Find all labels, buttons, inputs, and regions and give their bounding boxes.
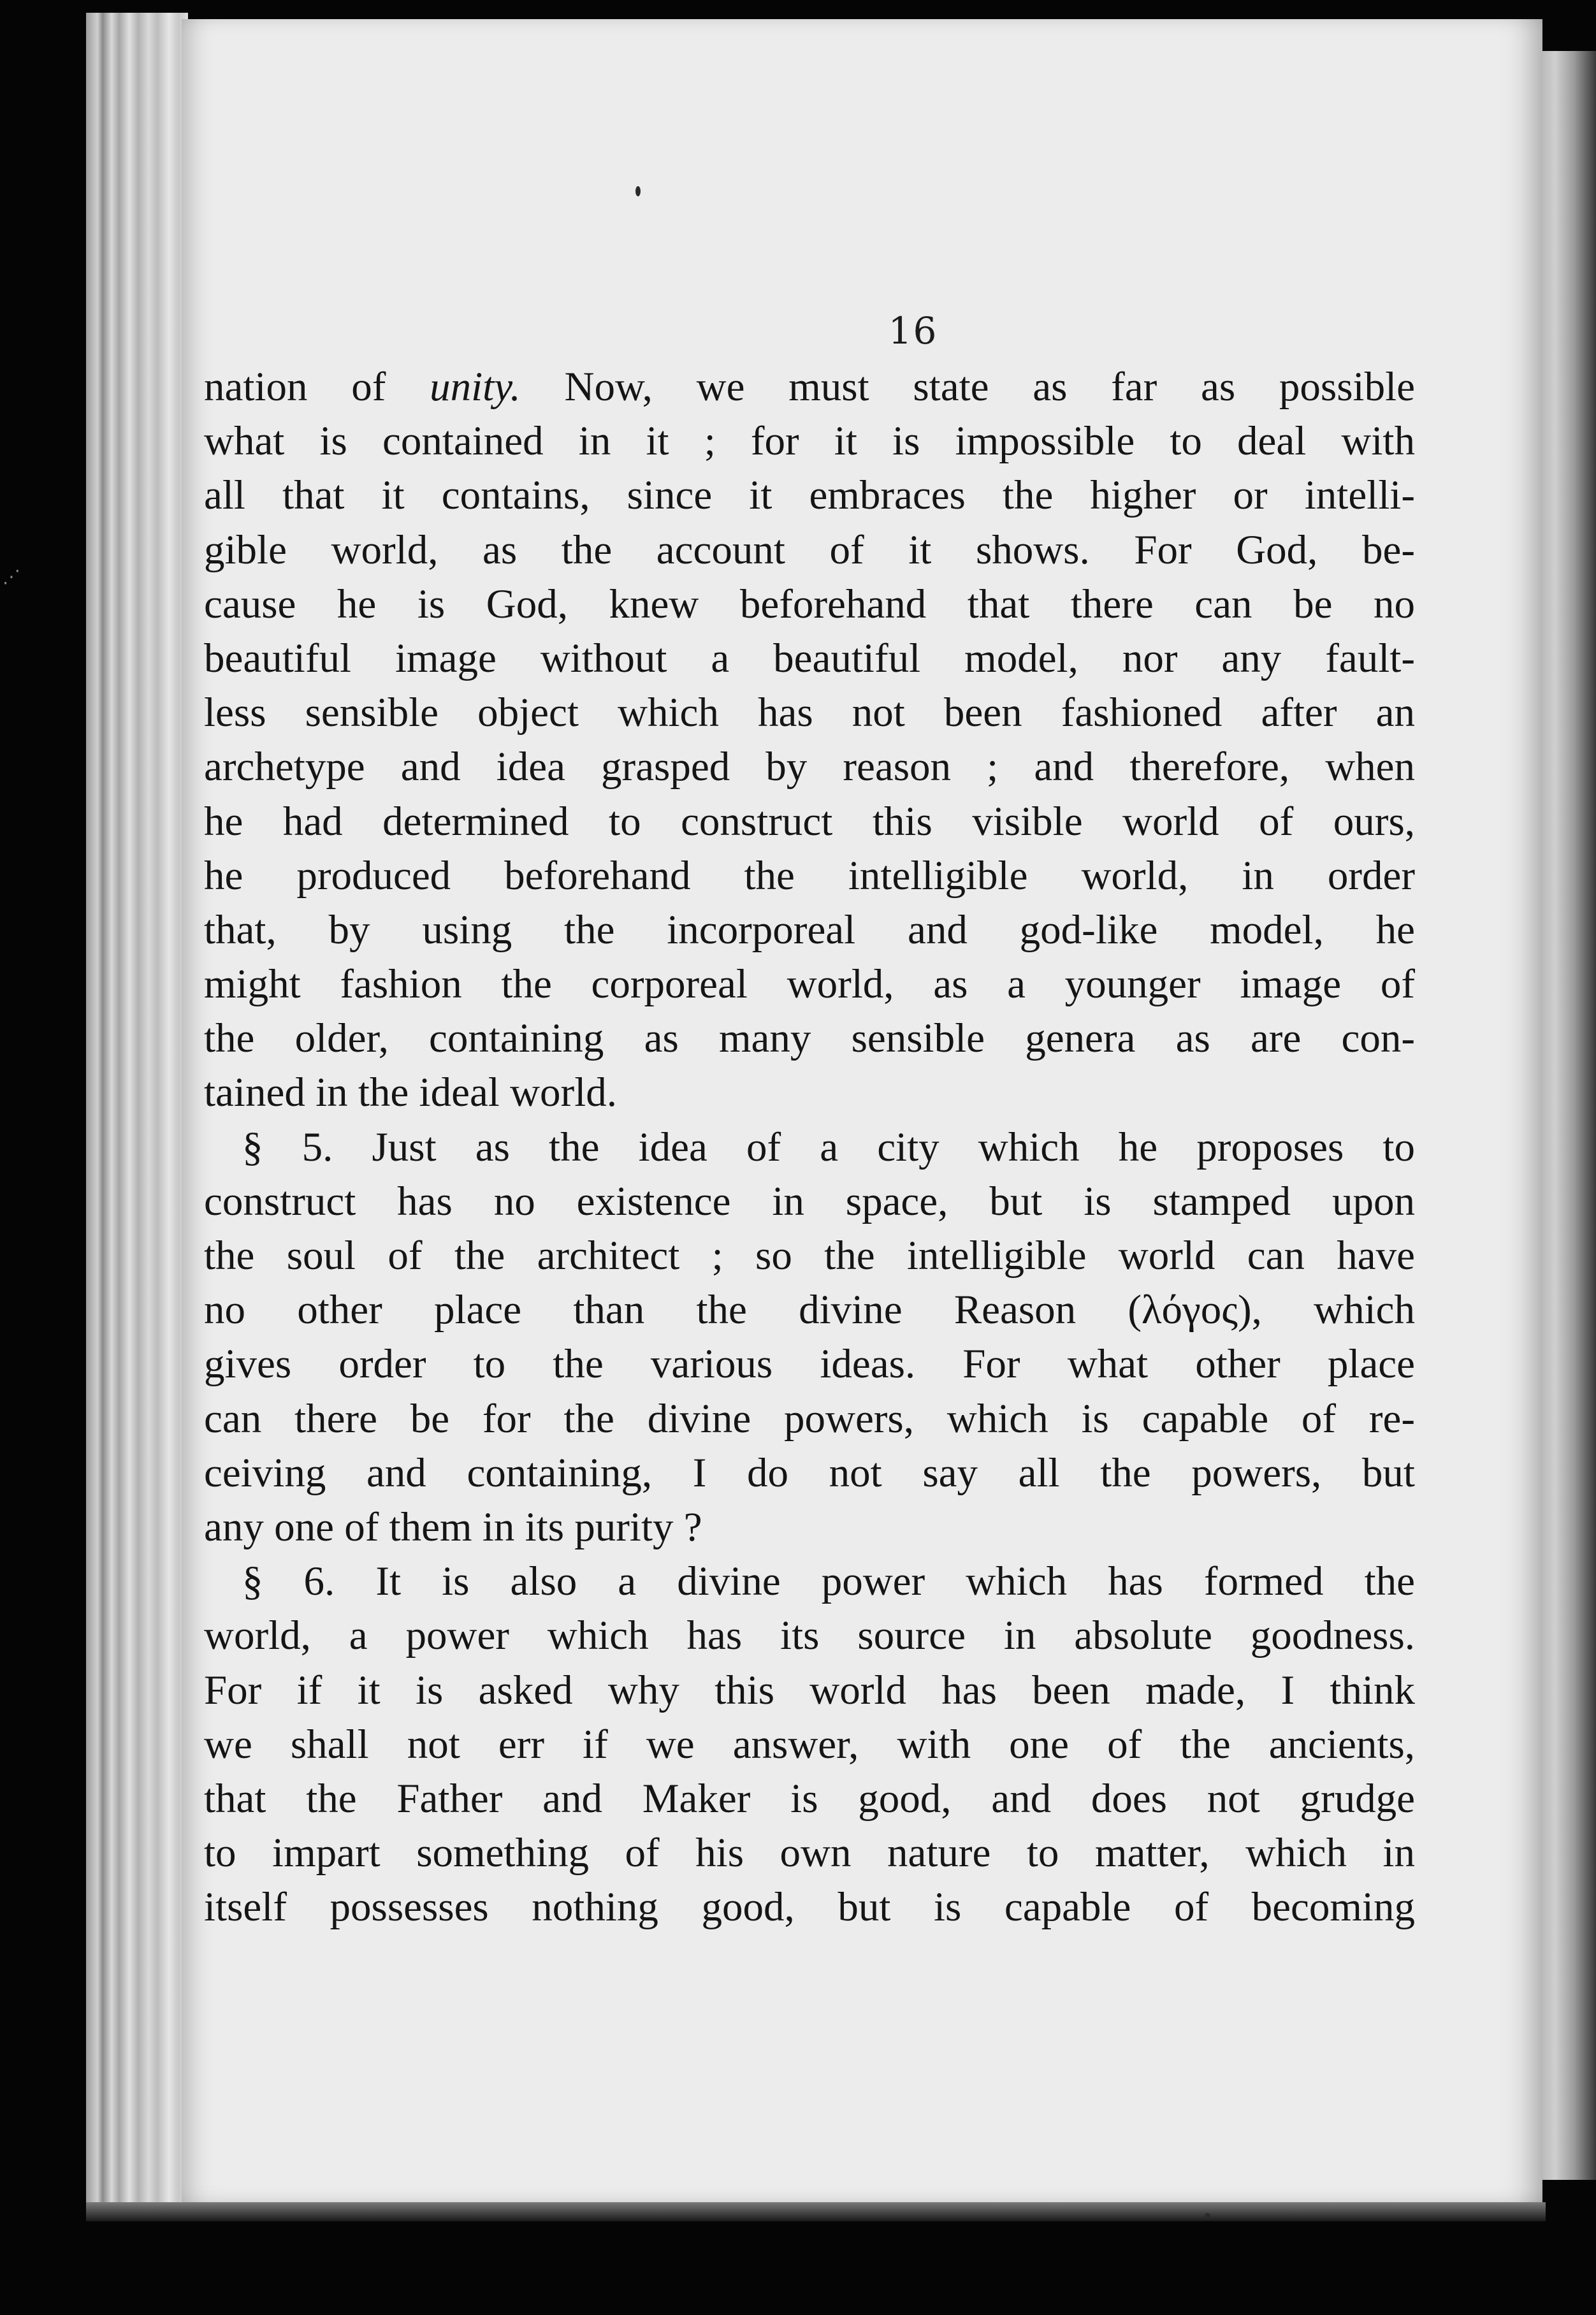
scan-speck: ⋰	[3, 566, 20, 587]
page-edges-left	[86, 13, 188, 2205]
text-line: itself possesses nothing good, but is capable of becoming	[204, 1884, 1415, 1931]
text-line: he produced beforehand the intelligible world, in order	[204, 852, 1415, 899]
text-line: any one of them in its purity ?	[204, 1504, 702, 1550]
section-6-start: § 6. It is also a divine power which has formed the	[242, 1558, 1415, 1605]
text-line: gible world, as the account of it shows. For God, be-	[204, 526, 1415, 573]
text-line: that the Father and Maker is good, and does not grudge	[204, 1775, 1415, 1822]
text-line: cause he is God, knew beforehand that there can be no	[204, 581, 1415, 627]
text-line: For if it is asked why this world has been made, I think	[204, 1667, 1415, 1713]
text-line: the soul of the architect ; so the intelligible world can have	[204, 1233, 1415, 1279]
text-line: tained in the ideal world.	[204, 1070, 618, 1116]
text-line: that, by using the incorporeal and god-like model, he	[204, 906, 1415, 953]
page-body-text	[204, 360, 1415, 1934]
text-line: he had determined to construct this visible world of ours,	[204, 798, 1415, 845]
text-line: can there be for the divine powers, which is capable of re-	[204, 1395, 1415, 1442]
text-line: beautiful image without a beautiful model, nor any fault-	[204, 635, 1415, 681]
text-line: all that it contains, since it embraces the higher or intelli-	[204, 472, 1415, 519]
page-edge-bottom	[86, 2202, 1546, 2221]
text-line: archetype and idea grasped by reason ; and therefore, when	[204, 744, 1415, 790]
text-line: ceiving and containing, I do not say all the powers, but	[204, 1449, 1415, 1496]
text-line: world, a power which has its source in absolute goodness.	[204, 1613, 1415, 1659]
text-line: might fashion the corporeal world, as a younger image of	[204, 961, 1415, 1008]
section-5-start: § 5. Just as the idea of a city which he proposes to	[242, 1124, 1415, 1170]
text-line: to impart something of his own nature to matter, which in	[204, 1830, 1415, 1876]
ink-speck	[635, 186, 641, 196]
text-line: gives order to the various ideas. For what other place	[204, 1341, 1415, 1388]
text-line: no other place than the divine Reason (λόγος), which	[204, 1287, 1415, 1333]
text-line: we shall not err if we answer, with one of the ancients,	[204, 1721, 1415, 1767]
text-line: less sensible object which has not been fashioned after an	[204, 690, 1415, 736]
text-line: nation of unity. Now, we must state as far as possible	[204, 364, 1415, 410]
text-line: the older, containing as many sensible genera as are con-	[204, 1015, 1415, 1062]
page-number: 16	[888, 309, 938, 352]
italic-word: unity.	[430, 364, 521, 410]
ink-speck	[1205, 2213, 1210, 2219]
text-line: construct has no existence in space, but is stamped upon	[204, 1178, 1415, 1224]
text-line: what is contained in it ; for it is impossible to deal with	[204, 418, 1415, 465]
